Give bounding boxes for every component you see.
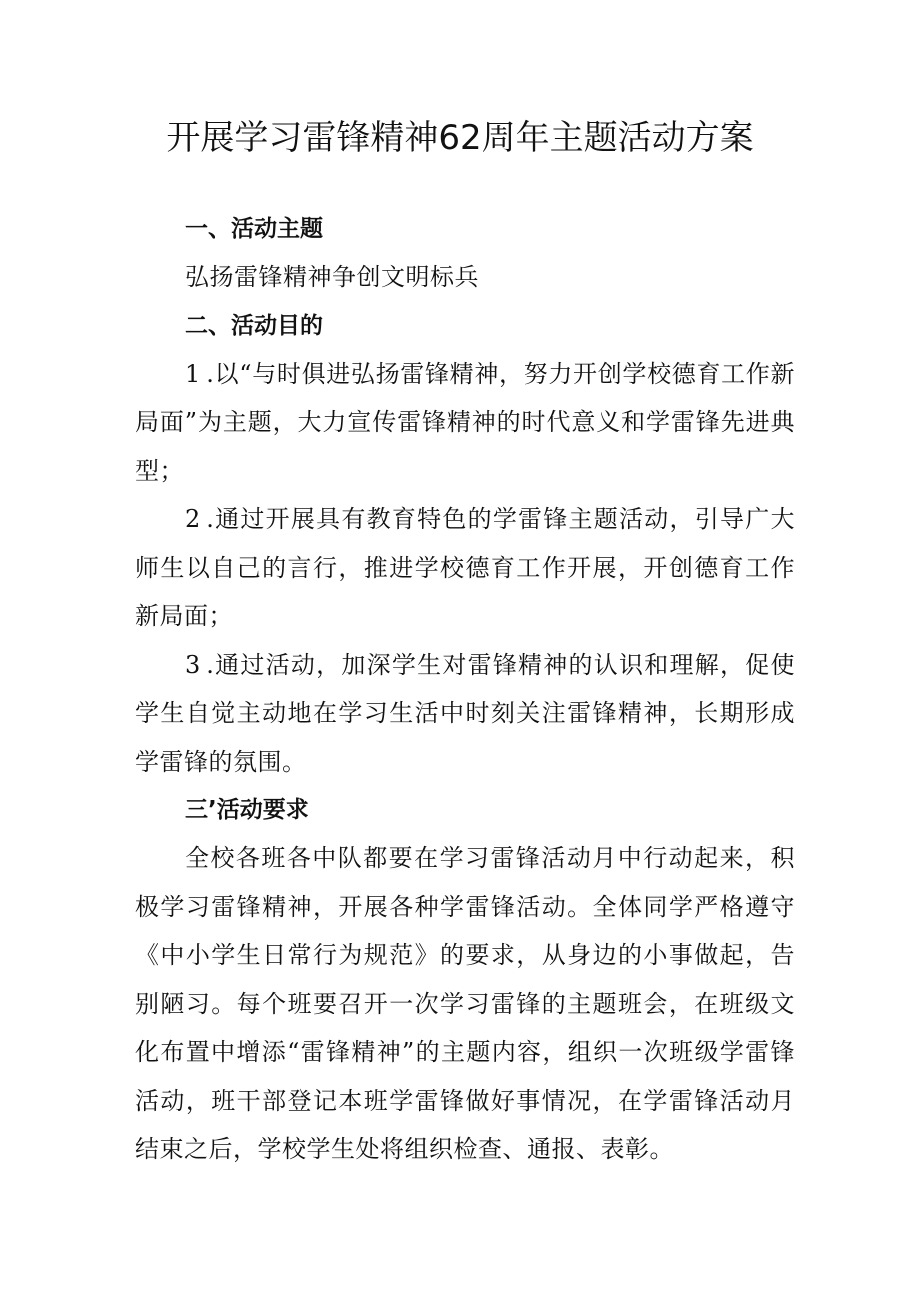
document-body <box>135 205 795 1174</box>
section-heading-requirements: 三’活动要求 <box>185 797 309 823</box>
section-heading-theme: 一、活动主题 <box>185 216 323 242</box>
purpose-item-3 <box>135 641 795 787</box>
item-text: .通过开展具有教育特色的学雷锋主题活动，引导广大师生以自己的言行，推进学校德育工作开展，开创德育工作新局面； <box>135 505 795 630</box>
item-number: 3 <box>185 650 207 679</box>
section-heading-purpose: 二、活动目的 <box>185 312 323 339</box>
requirements-paragraph: 全校各班各中队都要在学习雷锋活动月中行动起来，积极学习雷锋精神，开展各种学雷锋活动。全体同学严格遵守《中小学生日常行为规范》的要求，从身边的小事做起，告别陋习。每个班要召开一次学习雷锋的主题班会，在班级文化布置中增添“雷锋精神”的主题内容，组织一次班级学雷锋活动，班干部登记本班学雷锋做好事情况，在学雷锋活动月结束之后，学校学生处将组织检查、通报、表彰。 <box>135 844 795 1163</box>
theme-paragraph: 弘扬雷锋精神争创文明标兵 <box>185 263 479 291</box>
purpose-item-1 <box>135 350 795 496</box>
item-number: 2 <box>185 505 207 533</box>
document-title: 开展学习雷锋精神62周年主题活动方案 <box>166 118 754 158</box>
item-text: .以“与时俱进弘扬雷锋精神，努力开创学校德育工作新局面”为主题，大力宣传雷锋精神的时代意义和学雷锋先进典型； <box>135 359 795 485</box>
item-text: .通过活动，加深学生对雷锋精神的认识和理解，促使学生自觉主动地在学习生活中时刻关注雷锋精神，长期形成学雷锋的氛围。 <box>135 650 795 776</box>
purpose-item-2 <box>135 495 795 641</box>
item-number: 1 <box>185 359 207 388</box>
